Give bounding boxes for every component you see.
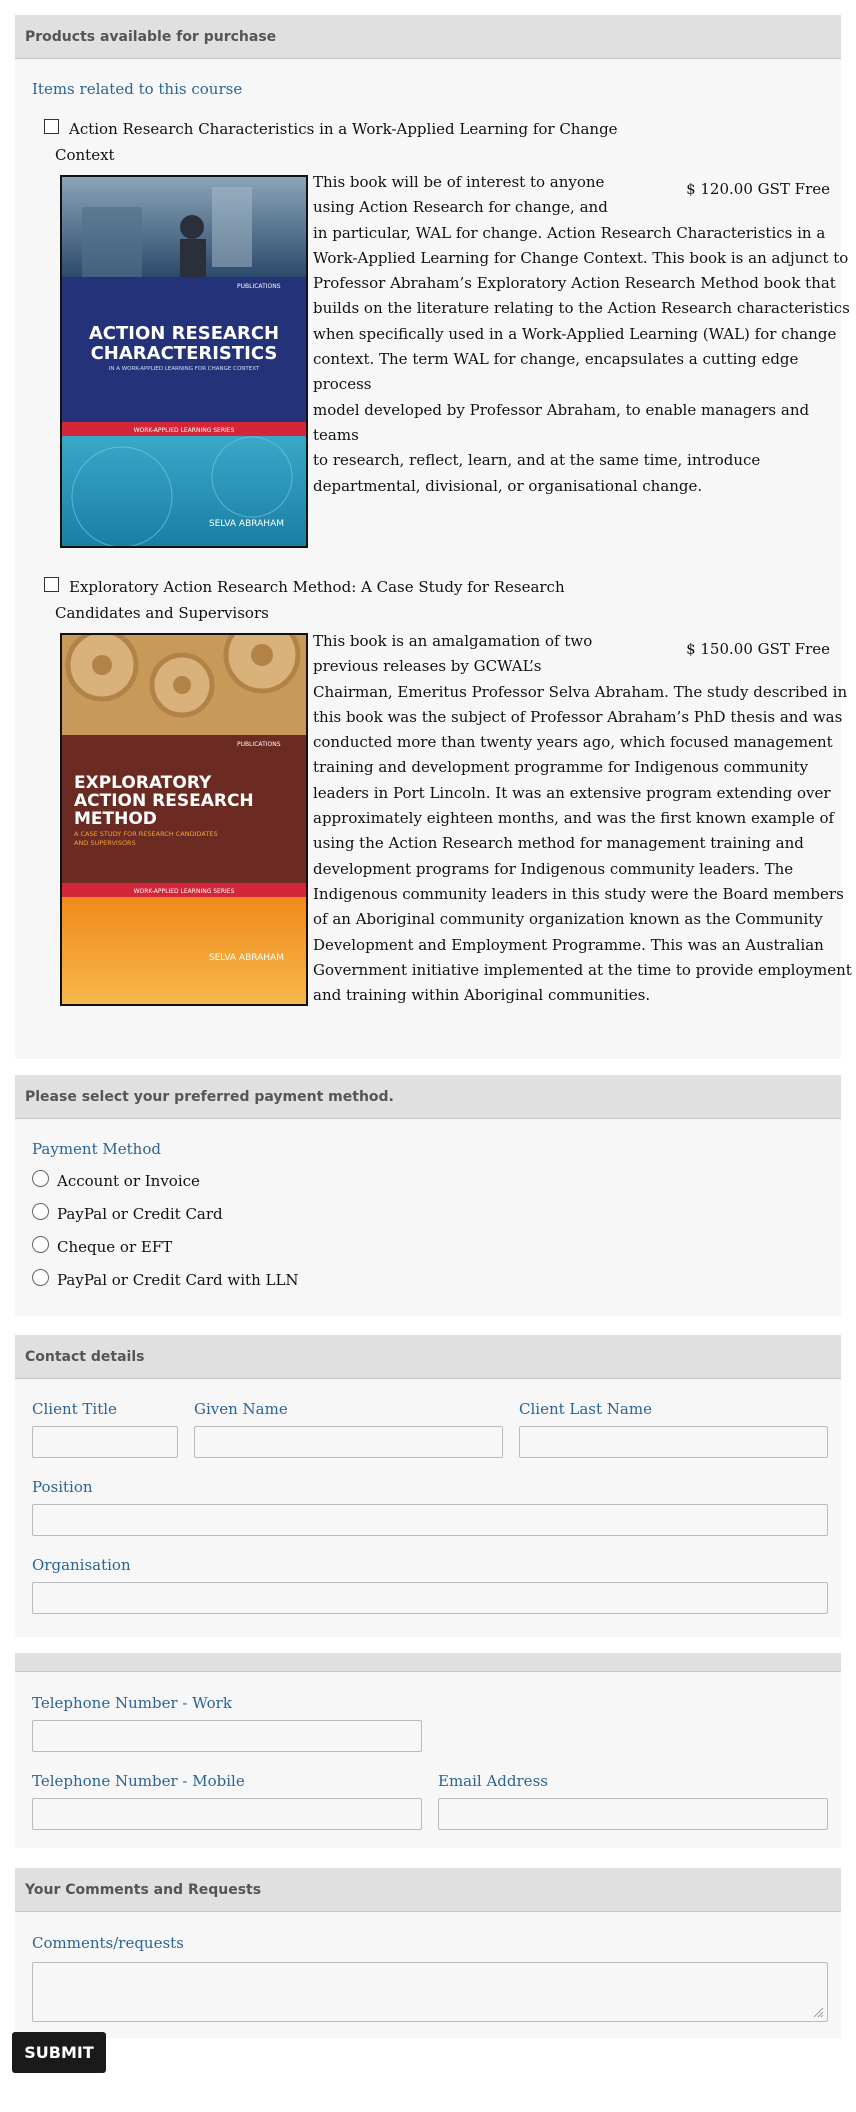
client-title-label: Client Title xyxy=(32,1400,117,1418)
cover-2-title-line2: ACTION RESEARCH xyxy=(74,791,254,811)
desc-1-line: using Action Research for change, and xyxy=(313,198,608,217)
cover-1-subtitle: IN A WORK-APPLIED LEARNING FOR CHANGE CONTEXT xyxy=(108,366,260,372)
section-header-comments: Your Comments and Requests xyxy=(15,1868,841,1912)
radio-label-paypal-credit: PayPal or Credit Card xyxy=(57,1205,223,1223)
cover-2-publisher: PUBLICATIONS xyxy=(237,741,281,748)
product-title-1-line1: Action Research Characteristics in a Work-Applied Learning for Change xyxy=(69,120,618,138)
desc-1-line: when specifically used in a Work-Applied Learning (WAL) for change xyxy=(313,324,837,343)
resize-handle-icon[interactable] xyxy=(812,2006,824,2018)
section-header-phone xyxy=(15,1653,841,1672)
cover-2-author: SELVA ABRAHAM xyxy=(208,953,284,963)
desc-1-line: to research, reflect, learn, and at the same time, introduce xyxy=(313,451,761,470)
organisation-label: Organisation xyxy=(32,1556,131,1574)
cover-2-series: WORK-APPLIED LEARNING SERIES xyxy=(133,888,235,895)
email-label: Email Address xyxy=(438,1772,548,1790)
radio-paypal-credit-lln[interactable] xyxy=(32,1269,49,1286)
telephone-mobile-input[interactable] xyxy=(32,1798,422,1830)
radio-label-cheque-eft: Cheque or EFT xyxy=(57,1238,173,1256)
cover-2-title-line1: EXPLORATORY xyxy=(74,773,212,793)
desc-2-line: using the Action Research method for management training and xyxy=(313,834,804,853)
product-checkbox-2[interactable] xyxy=(44,577,59,592)
desc-1-line: in particular, WAL for change. Action Research Characteristics in a xyxy=(313,223,826,242)
desc-2-line: Government initiative implemented at the time to provide employment xyxy=(313,960,852,979)
book-cover-image-1 xyxy=(60,175,308,548)
desc-2-line: Indigenous community leaders in this study were the Board members xyxy=(313,884,844,903)
desc-2-line: Chairman, Emeritus Professor Selva Abraham. The study described in xyxy=(313,682,848,701)
desc-1-line: This book will be of interest to anyone xyxy=(313,173,605,191)
desc-2-line: conducted more than twenty years ago, which focused management xyxy=(313,733,833,752)
desc-1-line: context. The term WAL for change, encapsulates a cutting edge process xyxy=(313,350,799,394)
desc-2-line: this book was the subject of Professor Abraham’s PhD thesis and was xyxy=(313,707,843,726)
last-name-label: Client Last Name xyxy=(519,1400,652,1418)
telephone-work-input[interactable] xyxy=(32,1720,422,1752)
client-title-input[interactable] xyxy=(32,1426,178,1458)
radio-label-account-invoice: Account or Invoice xyxy=(57,1172,200,1190)
desc-2-line: and training within Aboriginal communities. xyxy=(313,986,651,1005)
desc-1-line: Professor Abraham’s Exploratory Action Research Method book that xyxy=(313,274,836,293)
cover-2-subtitle-line2: AND SUPERVISORS xyxy=(74,839,136,847)
given-name-input[interactable] xyxy=(194,1426,503,1458)
cover-2-title-line3: METHOD xyxy=(74,809,157,829)
cover-1-title-line2: CHARACTERISTICS xyxy=(90,343,278,364)
comments-label: Comments/requests xyxy=(32,1934,184,1952)
radio-cheque-eft[interactable] xyxy=(32,1236,49,1253)
book-cover-image-2 xyxy=(60,633,308,1006)
radio-account-invoice[interactable] xyxy=(32,1170,49,1187)
product-description-2 xyxy=(313,629,852,1008)
cover-1-publisher: PUBLICATIONS xyxy=(237,283,281,290)
product-title-2-line1: Exploratory Action Research Method: A Case Study for Research xyxy=(69,578,565,596)
submit-button[interactable]: SUBMIT xyxy=(12,2032,106,2073)
desc-2-line: leaders in Port Lincoln. It was an extensive program extending over xyxy=(313,783,831,802)
desc-2-line: training and development programme for Indigenous community xyxy=(313,758,809,777)
section-header-products: Products available for purchase xyxy=(15,15,841,59)
radio-paypal-credit[interactable] xyxy=(32,1203,49,1220)
desc-2-line: Development and Employment Programme. This was an Australian xyxy=(313,935,824,954)
book-cover-2-art xyxy=(62,635,306,1004)
section-header-payment: Please select your preferred payment method. xyxy=(15,1075,841,1119)
radio-label-paypal-credit-lln: PayPal or Credit Card with LLN xyxy=(57,1271,299,1289)
cover-1-author: SELVA ABRAHAM xyxy=(208,519,284,529)
desc-2-line: of an Aboriginal community organization known as the Community xyxy=(313,910,823,929)
cover-1-series: WORK-APPLIED LEARNING SERIES xyxy=(133,427,235,434)
desc-1-line: model developed by Professor Abraham, to enable managers and teams xyxy=(313,400,810,444)
cover-2-subtitle-line1: A CASE STUDY FOR RESEARCH CANDIDATES xyxy=(74,830,218,838)
desc-2-line: development programs for Indigenous community leaders. The xyxy=(313,859,794,878)
product-price-2: $ 150.00 GST Free xyxy=(686,640,830,658)
telephone-mobile-label: Telephone Number - Mobile xyxy=(32,1772,245,1790)
last-name-input[interactable] xyxy=(519,1426,828,1458)
product-title-2-line2: Candidates and Supervisors xyxy=(55,604,269,622)
product-price-1: $ 120.00 GST Free xyxy=(686,180,830,198)
section-header-contact: Contact details xyxy=(15,1335,841,1379)
product-checkbox-1[interactable] xyxy=(44,119,59,134)
position-label: Position xyxy=(32,1478,93,1496)
desc-1-line: departmental, divisional, or organisational change. xyxy=(313,476,703,495)
cover-1-title-line1: ACTION RESEARCH xyxy=(88,323,280,344)
book-cover-1-art xyxy=(62,177,306,546)
related-items-label: Items related to this course xyxy=(32,80,243,98)
organisation-input[interactable] xyxy=(32,1582,828,1614)
comments-textarea[interactable] xyxy=(32,1962,828,2022)
desc-1-line: Work-Applied Learning for Change Context. This book is an adjunct to xyxy=(313,248,849,267)
desc-2-line: approximately eighteen months, and was the first known example of xyxy=(313,809,835,828)
email-input[interactable] xyxy=(438,1798,828,1830)
desc-2-line: This book is an amalgamation of two xyxy=(313,632,593,650)
payment-method-label: Payment Method xyxy=(32,1140,161,1158)
position-input[interactable] xyxy=(32,1504,828,1536)
telephone-work-label: Telephone Number - Work xyxy=(32,1694,232,1712)
product-title-1-line2: Context xyxy=(55,146,115,164)
given-name-label: Given Name xyxy=(194,1400,288,1418)
desc-1-line: builds on the literature relating to the Action Research characteristics xyxy=(313,299,850,318)
product-description-1 xyxy=(313,170,856,499)
desc-2-line: previous releases by GCWAL’s xyxy=(313,657,542,676)
